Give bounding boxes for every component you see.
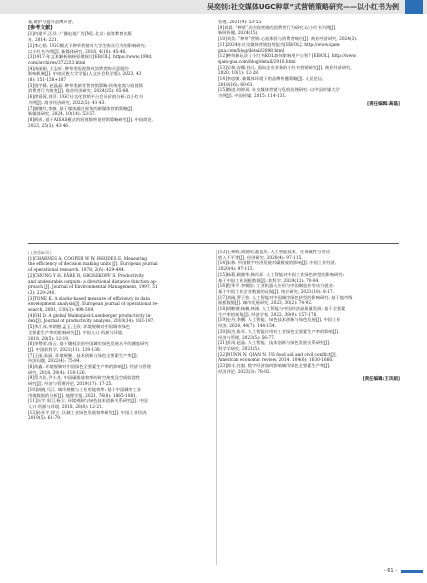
reference-line: [14]朱林. 中国数字经济发展对碳排放的影响[J]. 中国工业经济, (218, 261, 337, 267)
reference-line: [16]程华平,李朝阳. 工业机器人应用与中国制造业劳动力就业: (218, 284, 335, 290)
reference-line: 用地数据的分析[J]. 地理学报, 2021, 76(8): 1865-1881. (28, 393, 138, 399)
reference-line: 社, 2014: 221. (28, 38, 59, 44)
reference-line: [6]李赞荣,南云. 基于熵权法的中国城市绿色发展水平的测度研究 (28, 342, 149, 348)
reference-line: sjam-gua.com/blog/detail/2910.html (218, 59, 296, 65)
reference-line: [23]郭丰,任毅. 数字经济如何影响城市绿色全要素生产率[J]. (218, 364, 331, 370)
reference-line: the efficiency of decision making units [J]. European journal (28, 262, 158, 268)
reference-line: [15]杨莉,顾晓华,韩丙祥. 人工智能对中国工业绿色转型的影响研究: (218, 272, 345, 278)
reference-line: 影响机制[J]. 中南民族大学学报(人文社会科学版), 2023, 43 (28, 72, 142, 78)
column-separator (216, 250, 217, 565)
reference-line: 研究, 2018, 39(4): 118-126. (28, 370, 86, 376)
reference-line: American economic review, 2014, 104(6): 1630-1666. (218, 358, 334, 364)
reference-line: 基于中国工业企业数据的证据[J]. 统计研究, 2021(10): 8-17. (218, 289, 334, 295)
reference-line: [2]李心悦. UGC模式下种草营销对大学生购买行为的影响研究: (28, 43, 147, 49)
reference-line: 人口·资源与环境, 2018, 28(8): 12-21. (28, 404, 104, 410)
reference-list-top-left (28, 32, 214, 129)
reference-line: [8]阿成. 基于AISAS模式的短视频带货营销策略研究[J]. 中国商论, (28, 117, 153, 123)
reference-line: [3]1917-年文本解析阐释原理探讨[EB/OL]. https://www.199it. (28, 55, 153, 61)
reference-line: 新闻传播, 2024(15). (218, 31, 259, 37)
reference-line: 全要素生产率的影响研究[J]. 中国人口·资源与环境, (28, 330, 124, 336)
reference-line: [1]何建平,汪洋. 广播电视广告[M]. 北京: 高等教育出版 (28, 32, 132, 38)
reference-line: com/archives/372233.html (28, 60, 86, 66)
reference-line: 新媒体研究, 2024, 10(14): 53-57. (28, 112, 96, 118)
reference-line: [12]种草新玩法 | 小红书KOL如何影响用户心智? [EB/OL]. http://www. (218, 54, 357, 60)
reference-line: [19]史丹,李鹏. 人工智能、绿色技术创新与绿色发展[J]. 中国工业 (218, 318, 341, 324)
reference-line: 研究[J]. 经济与管理评论, 2019(17): 17-25. (28, 382, 113, 388)
reference-line: [17]刘刚,罗子怡. 人工智能对中国城市绿色转型的影响研究: 基于地市级 (218, 295, 353, 301)
reference-line: 2019(5): 61-79. (28, 416, 62, 422)
reference-line: 为例[J]. 中国传媒, 2015: 114-131. (218, 94, 287, 100)
reference-line: 收入不平等[J]. 经济研究, 2020(4): 97-115. (218, 255, 303, 261)
reference-line: [10]刘美. “种草”营销:心流体验与消费者响应[J]. 商业经济研究, 2024(3). (218, 37, 358, 43)
reference-line: [11]2024年社交媒体营销趋势报告[EB/OL]. http://www.sjam- (218, 42, 341, 48)
reference-line: envelopment analysis[J]. European journal of operational re- (28, 302, 159, 308)
right-column-top (218, 20, 400, 108)
editor-credit-bottom: [责任编辑:王凤娟] (362, 377, 400, 383)
reference-line: 生产率的视角[J]. 经济学家, 2022, 39(9): 157-176. (218, 312, 318, 318)
references-heading: [参考文献] (28, 24, 53, 31)
reference-list-bottom-left (28, 257, 214, 422)
reference-list-top-right (218, 20, 400, 100)
reference-line: [10]胡晓,马江. 城市规模与工业用地效率: 基于中国城市工业 (28, 387, 142, 393)
editor-credit-top: [责任编辑:高磊] (367, 101, 400, 107)
reference-line: [13]王林辉,胡晟明,董直庆. 人工智能技术、任务属性与劳动 (218, 250, 330, 255)
reference-line: [9]蔡为民,尹小龙. 中国碳排放效率的时空演变及空间收敛性 (28, 376, 141, 382)
reference-line: 管理, 2021(4): 53-55. (218, 20, 263, 25)
reference-line: [5]钱宇静, 赵晶晶. 种草类新零售营销策略:传统电商与短视频 (28, 83, 143, 89)
header-accent-block (405, 0, 423, 14)
reference-line: [4]汤丽娟, 王志轩. 种草类短视频对消费者购买意愿的 (28, 66, 129, 72)
reference-line: [22]NUNN N, QIAN N. US food aid and civil conflict[J]. (218, 352, 337, 358)
page-number-accent (401, 570, 423, 573)
reference-list-bottom-right (218, 250, 400, 375)
reference-line: [2]CHUNG Y H, FÄRE R, GROSSKOPF S. Productivity (28, 273, 145, 279)
reference-line: [21]苏涛,赵晶. 人工智能、技术创新与绿色发展关系研究[J]. (218, 341, 331, 347)
reference-line: 经济, 2024, 44(7): 144-154. (218, 324, 276, 330)
reference-line: of operational research, 1978, 2(6): 429-444. (28, 268, 126, 274)
running-header (0, 0, 427, 14)
reference-line: [7]姚继红,李敏. 基于媒体融合视角的新媒体营销策略[J]. (28, 106, 134, 112)
reference-line: [11]冯宇,周卫,杨卫. 环境规制与绿色技术创新关系研究[J]. 中国 (28, 399, 148, 405)
reference-line: [15]梅进,何婷玥. 社交媒体营销与危机处理研究: 以中国传媒大学 (218, 88, 340, 94)
reference-line: [6]徐蓉蓉,刘萍. UGC社交化营销平台会员价值分析:以小红书 (28, 95, 144, 101)
reference-line: [J]. 中国软科学, 2021(11): 129-138. (28, 347, 102, 353)
left-column-top (28, 20, 214, 129)
reference-line: [3]TONE K. A slacks-based measure of efficiency in data (28, 296, 150, 302)
reference-line: 2020, 10(1): 12-28. (218, 71, 260, 77)
reference-line: 基于中国工业面板数据[J]. 软科学, 2024(12): 70-84. (218, 278, 320, 284)
intro-line: 案,维护与提升品牌声誉。 (28, 20, 77, 25)
reference-line: dex[J]. Journal of productivity analysis, 2010(34): 183-197. (28, 319, 155, 325)
reference-line: [8]尚鑫. 环境规制对中国绿色全要素生产率的影响[J]. 经济与管理 (28, 365, 151, 371)
reference-line: (8): 151-158+187 (28, 78, 67, 84)
reference-line: [5]李江冰,李炳德,孟玉,王欣. 环境规制对中国城市绿色 (28, 325, 131, 331)
reference-line: [20]周杰,陈军. 人工智能应用对工业绿色全要素生产率的影响[J]. (218, 329, 340, 335)
reference-line: search, 2001, 130(3): 498-509. (28, 308, 95, 314)
left-column-bottom (28, 250, 214, 422)
reference-line: 经济评论, 2023(3): 78-92. (218, 369, 271, 375)
reference-line: 面板数据[J]. 城市发展研究, 2023, 30(2): 74-92. (218, 301, 313, 307)
reference-line: 消费者行为演变[J]. 商业经济研究, 2024(25): 85-88. (28, 89, 130, 95)
reference-line: 以小红书为例[J]. 新媒体研究, 2018, 4(10): 45-46. (28, 49, 127, 55)
reference-line: [12]孙亚平,徐立. 区域工业绿色发展效率研究[J]. 中国工业经济, (28, 410, 148, 416)
reference-line: [18]胡鞍钢,杨楠,林刚. 人工智能与中国经济高质量发展: 基于全要素 (218, 307, 346, 313)
reference-line: [7]王丽,朱丽. 环境规制、技术创新与绿色全要素生产率[J]. (28, 353, 138, 359)
reference-line: [14]李思敏. 新媒体环境下的品牌传播策略[J]. 人民论坛, (218, 77, 324, 83)
reference-line: 2018(16): 60-61. (218, 82, 254, 88)
reference-line: 科学学研究, 2021(5). (218, 346, 261, 352)
reference-line: [1]CHARNES A, COOPER W W, RHODES E. Measuring (28, 256, 148, 262)
reference-line: [9]刘晨. “种草”式内容营销的消费者行为研究:以小红书为例[J]. (218, 25, 337, 31)
reference-line: and undesirable outputs: a directional distance function ap- (28, 279, 158, 285)
continuation-note: (上接第40页) (28, 250, 51, 255)
right-column-bottom (218, 250, 400, 383)
reference-line: (3): 229-240. (28, 290, 56, 296)
article-divider (28, 243, 399, 244)
reference-line: 经济问题, 2022(4): 75-84. (28, 359, 81, 365)
reference-line: [13]吴林,安娜,孙兵. 面向企业业务的小红书营销研究[J]. 商业经济研究, (218, 65, 352, 71)
reference-line: 2023, 25(3): 43-46. (28, 123, 70, 129)
page-number: - 61 - (383, 568, 397, 574)
running-header-title: 吴奕钊:社交媒体UGC种草“式营销策略研究——以小红书为例 (207, 3, 399, 11)
reference-line: [4]OH D. A global Malmquist-Luenberger productivity in- (28, 313, 152, 319)
reference-line: proach [J]. Journal of Environmental Management, 1997, 51 (28, 285, 158, 291)
reference-line: 为例[J]. 商业经济研究, 2022(5): 41-43. (28, 100, 106, 106)
reference-line: 经济与管理, 2023(5): 56-77. (218, 335, 276, 341)
reference-line: gua.com/blog/detail/2898.html (218, 48, 285, 54)
reference-line: 2020(4): 97-115. (218, 267, 254, 273)
reference-line: 2018, 28(5): 12-19. (28, 336, 70, 342)
